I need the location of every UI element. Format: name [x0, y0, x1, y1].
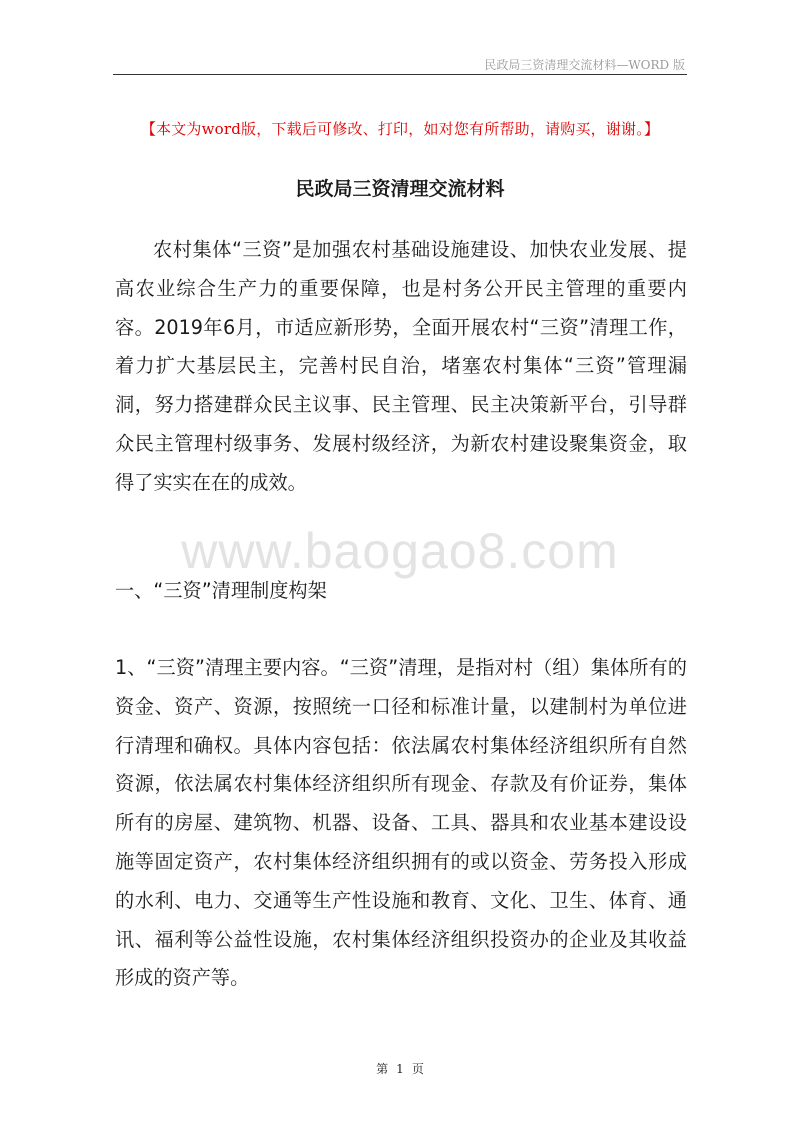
body-paragraph-content: 1、“三资”清理主要内容。“三资”清理，是指对村（组）集体所有的资金、资产、资源，按照统一口径和标准计量，以建制村为单位进行清理和确权。具体内容包括：依法属农村集体经济组织所有自然资源，依法属农村集体经济组织所有现金、存款及有价证券，集体所有的房屋、建筑物、机器、设备、工具、器具和农业基本建设设施等固定资产，农村集体经济组织拥有的或以资金、劳务投入形成的水利、电力、交通等生产性设施和教育、文化、卫生、体育、通讯、福利等公益性设施，农村集体经济组织投资办的企业及其收益形成的资产等。 — [115, 656, 687, 990]
watermark: www.baogao8.com — [181, 523, 619, 579]
footer-suffix: 页 — [411, 1062, 424, 1076]
body-paragraph-intro: 农村集体“三资”是加强农村基础设施建设、加快农业发展、提高农业综合生产力的重要保障，也是村务公开民主管理的重要内容。2019年6月，市适应新形势，全面开展农村“三资”清理工作，着力扩大基层民主，完善村民自治，堵塞农村集体“三资”管理漏洞，努力搭建群众民主议事、民主管理、民主决策新平台，引导群众民主管理村级事务、发展村级经济，为新农村建设聚集资金，取得了实实在在的成效。 — [115, 238, 687, 494]
section-heading: 一、“三资”清理制度构架 — [115, 579, 327, 602]
header-divider — [113, 74, 687, 75]
page-number: 1 — [396, 1062, 404, 1076]
footer-prefix: 第 — [376, 1062, 389, 1076]
document-title: 民政局三资清理交流材料 — [295, 178, 505, 200]
running-header: 民政局三资清理交流材料—WORD 版 — [484, 58, 685, 72]
page-footer — [0, 1060, 800, 1077]
purchase-notice: 【本文为word版，下载后可修改、打印，如对您有所帮助，请购买，谢谢。】 — [140, 120, 660, 138]
